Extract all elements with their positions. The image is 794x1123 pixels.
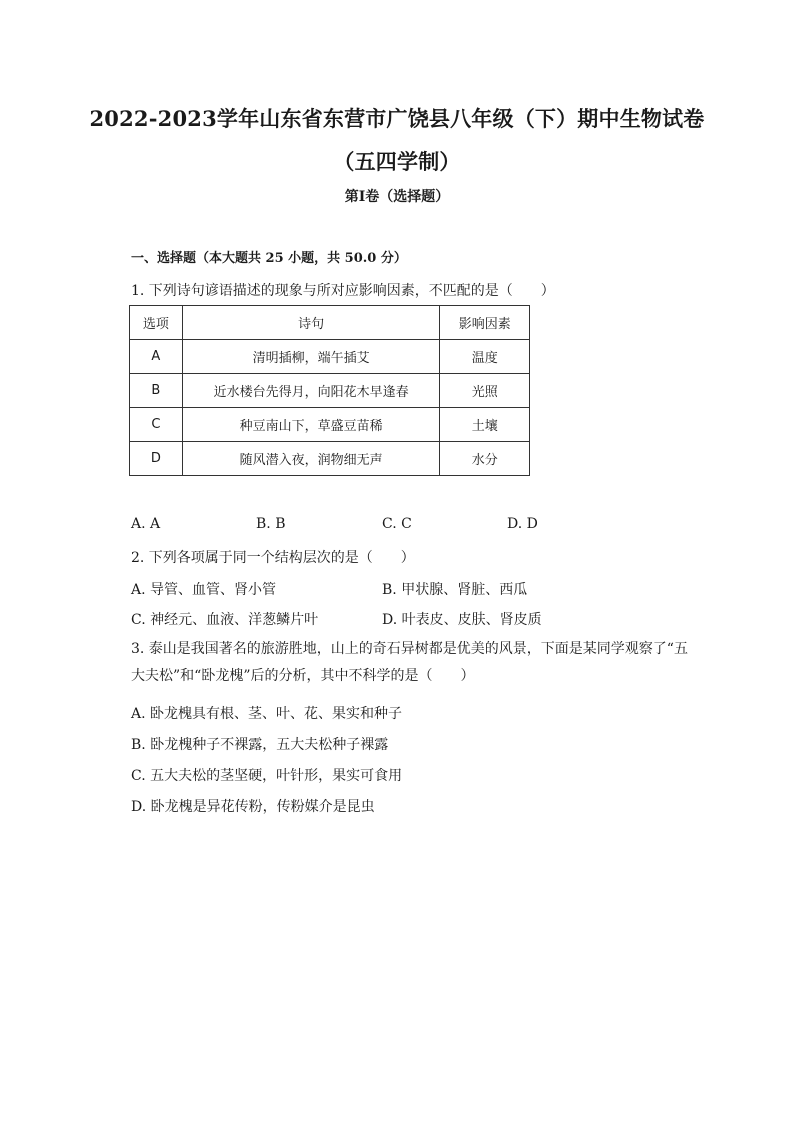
question-2-option-c[interactable]: C. 神经元、血液、洋葱鳞片叶 — [131, 612, 319, 628]
table-cell: 种豆南山下，草盛豆苗稀 — [182, 408, 440, 442]
question-2-option-d[interactable]: D. 叶表皮、皮肤、肾皮质 — [382, 612, 542, 628]
table-row — [130, 340, 530, 374]
table-cell: 光照 — [440, 374, 530, 408]
table-row — [130, 374, 530, 408]
table-cell: D — [130, 442, 183, 476]
table-cell: C — [130, 408, 183, 442]
table-cell: 温度 — [440, 340, 530, 374]
table-row — [130, 408, 530, 442]
exam-title-line1: 2022-2023学年山东省东营市广饶县八年级（下）期中生物试卷 — [89, 106, 705, 131]
question-2-text: 2. 下列各项属于同一个结构层次的是（ ） — [131, 550, 415, 566]
table-cell: 水分 — [440, 442, 530, 476]
question-1-table — [129, 305, 530, 476]
question-3-option-c[interactable]: C. 五大夫松的茎坚硬，叶针形，果实可食用 — [131, 768, 403, 784]
table-header-cell: 选项 — [130, 306, 183, 340]
table-cell: B — [130, 374, 183, 408]
table-row — [130, 442, 530, 476]
question-1-text: 1. 下列诗句谚语描述的现象与所对应影响因素，不匹配的是（ ） — [131, 283, 555, 299]
table-header-cell: 诗句 — [182, 306, 440, 340]
question-1-option-a[interactable]: A. A — [131, 516, 161, 532]
question-2-option-b[interactable]: B. 甲状腺、肾脏、西瓜 — [382, 582, 528, 598]
question-1-option-d[interactable]: D. D — [507, 516, 538, 532]
table-header-cell: 影响因素 — [440, 306, 530, 340]
question-3-option-b[interactable]: B. 卧龙槐种子不裸露，五大夫松种子裸露 — [131, 737, 389, 753]
question-2-option-a[interactable]: A. 导管、血管、肾小管 — [131, 582, 277, 598]
question-3-option-d[interactable]: D. 卧龙槐是异花传粉，传粉媒介是昆虫 — [131, 799, 375, 815]
question-1-option-c[interactable]: C. C — [382, 516, 412, 532]
table-cell: 近水楼台先得月，向阳花木早逢春 — [182, 374, 440, 408]
table-cell: 土壤 — [440, 408, 530, 442]
table-cell: 随风潜入夜，润物细无声 — [182, 442, 440, 476]
question-3-text: 3. 泰山是我国著名的旅游胜地，山上的奇石异树都是优美的风景，下面是某同学观察了“五大夫松”和“卧龙槐”后的分析，其中不科学的是（ ） — [131, 641, 688, 684]
table-header-row — [130, 306, 530, 340]
table-cell: 清明插柳，端午插艾 — [182, 340, 440, 374]
question-3-option-a[interactable]: A. 卧龙槐具有根、茎、叶、花、果实和种子 — [131, 706, 403, 722]
section-heading: 一、选择题（本大题共 25 小题，共 50.0 分） — [131, 251, 407, 266]
volume-subtitle: 第I卷（选择题） — [344, 189, 450, 205]
table-cell: A — [130, 340, 183, 374]
exam-title-line2: （五四学制） — [333, 149, 461, 174]
question-1-option-b[interactable]: B. B — [256, 516, 286, 532]
